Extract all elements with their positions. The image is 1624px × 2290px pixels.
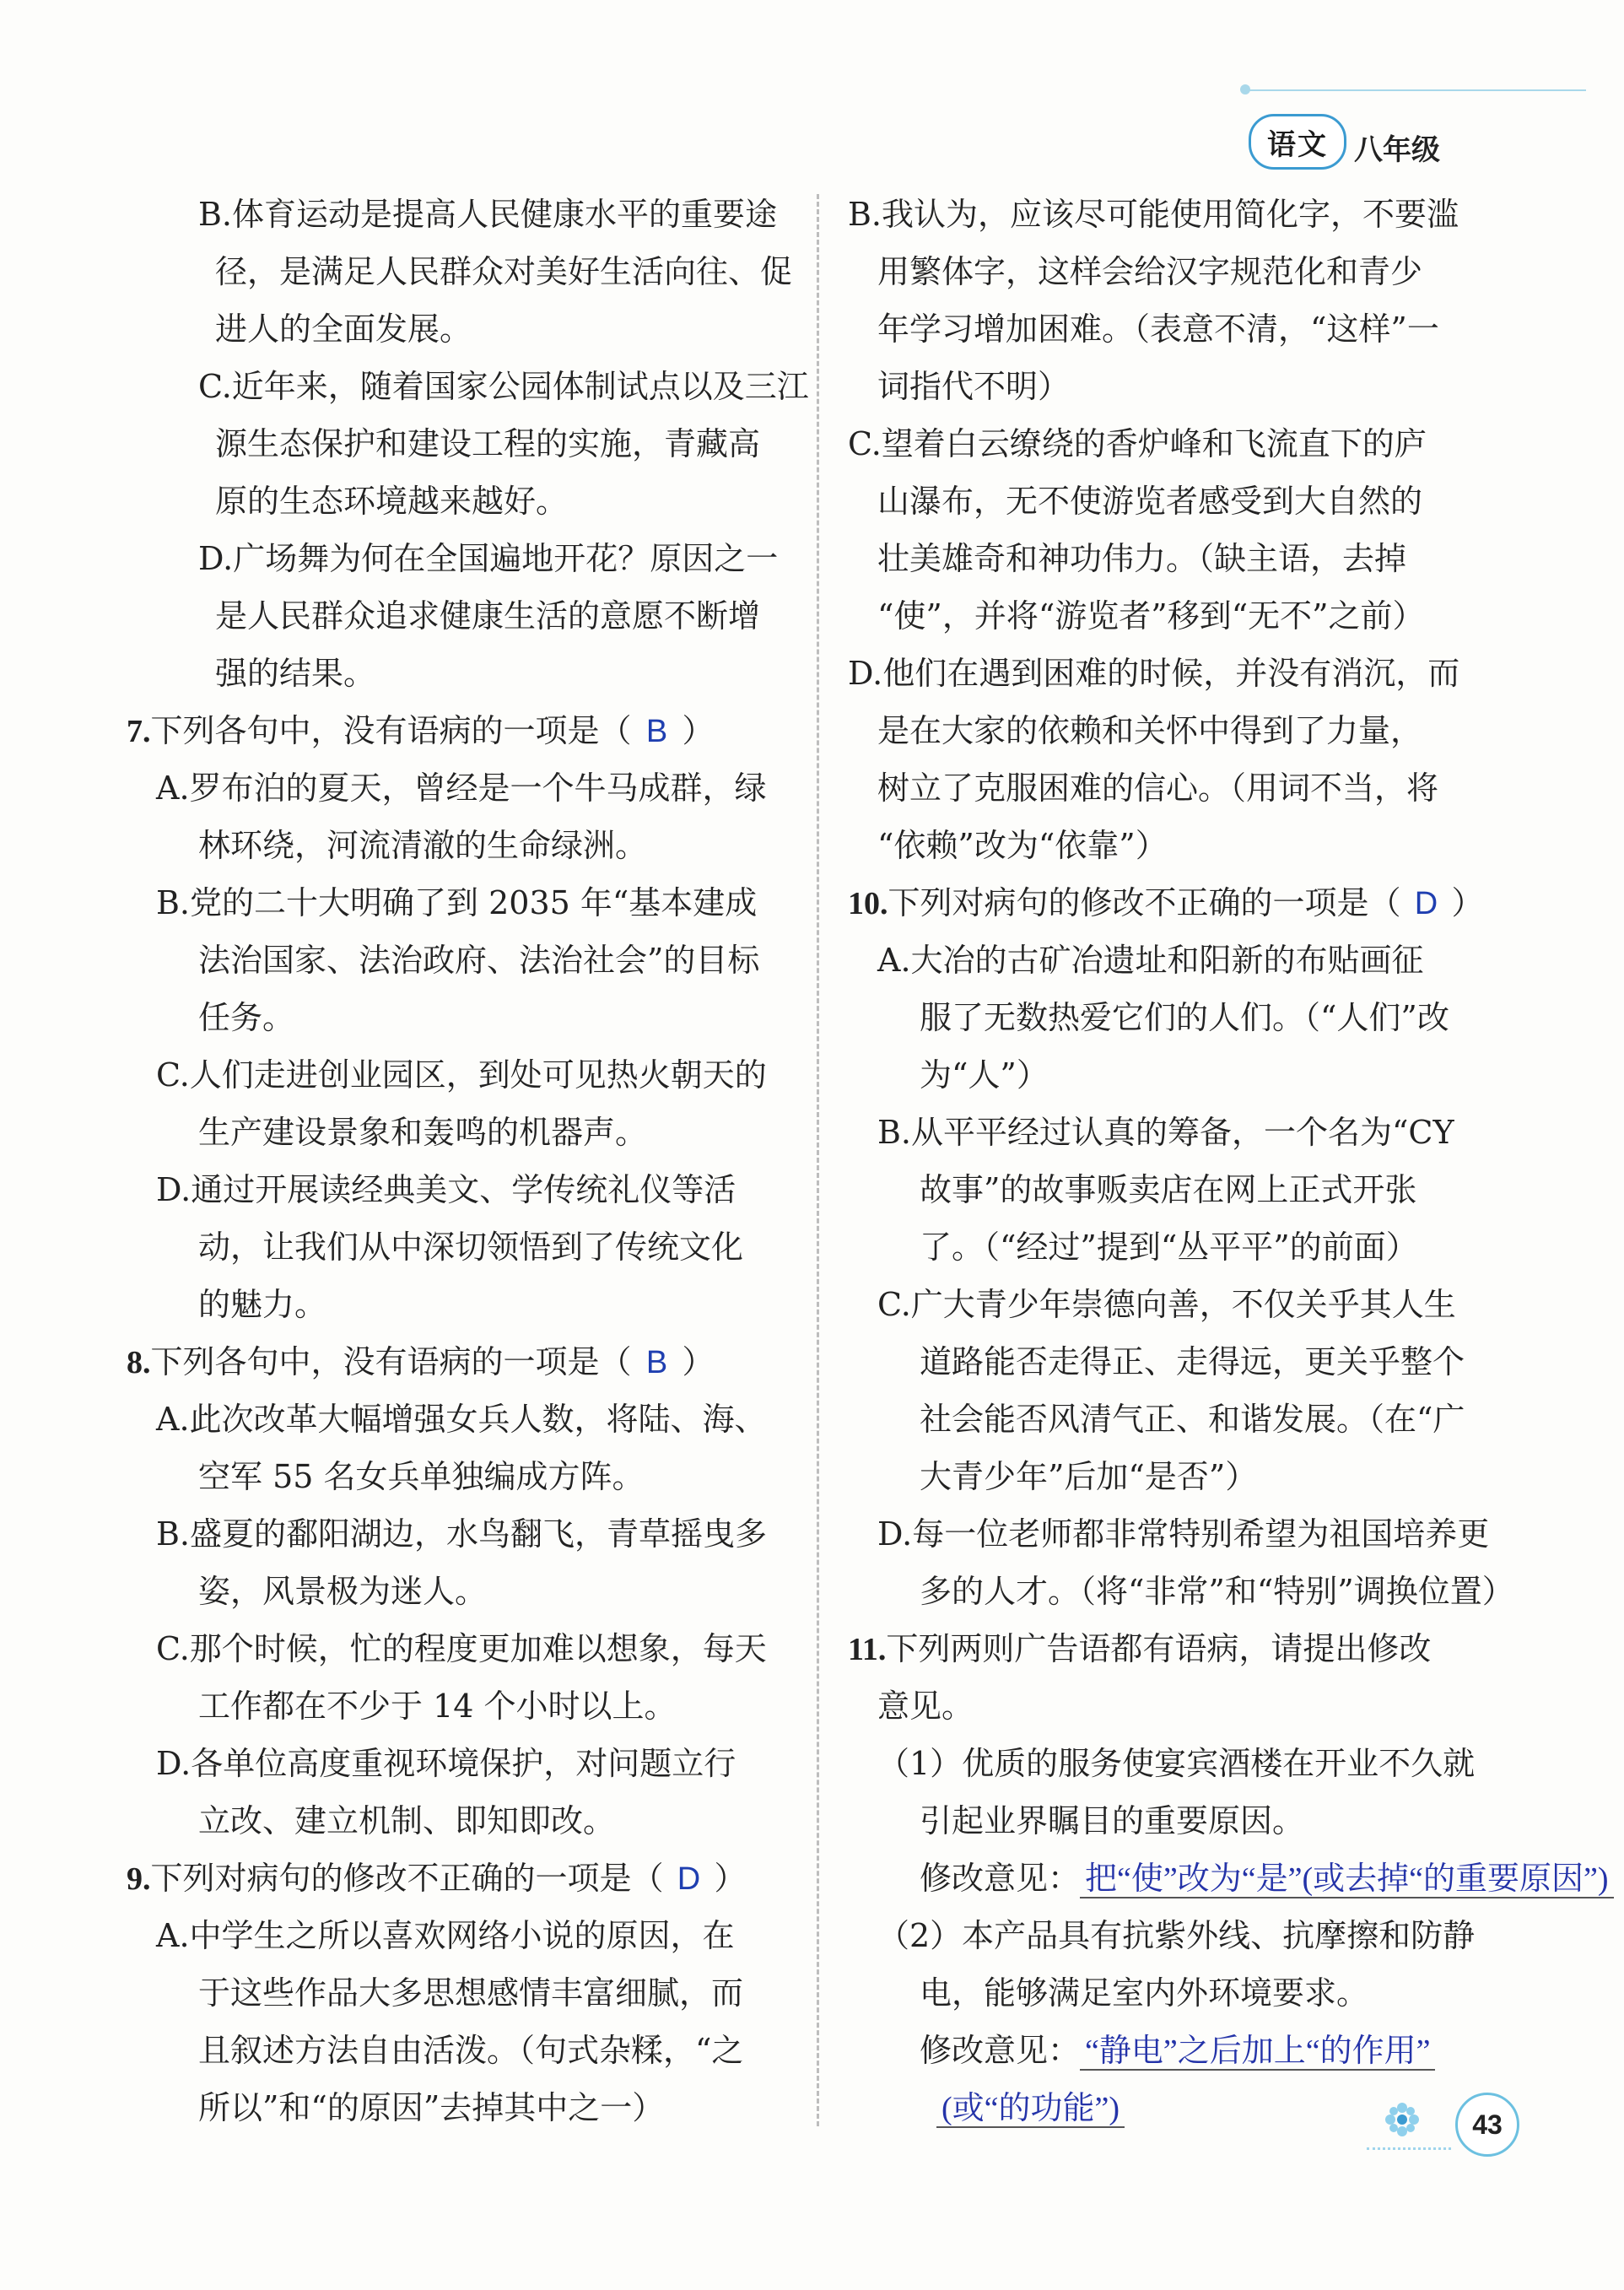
line-text: 用繁体字，这样会给汉字规范化和青少 [877, 253, 1423, 290]
line-text: 故事”的故事贩卖店在网上正式开张 [920, 1171, 1417, 1208]
line-text: B.党的二十大明确了到 2035 年“基本建成 [156, 884, 758, 921]
line-text: 大青少年”后加“是否”） [920, 1458, 1258, 1495]
right-line [848, 1505, 1523, 1563]
right-line [848, 2022, 1523, 2079]
line-text: 工作都在不少于 14 个小时以上。 [198, 1688, 677, 1725]
left-line [127, 1276, 793, 1333]
right-line [848, 530, 1523, 587]
right-line [848, 759, 1523, 817]
left-line [127, 2079, 793, 2136]
line-text: 是在大家的依赖和关怀中得到了力量， [877, 712, 1423, 749]
line-text: C.望着白云缭绕的香炉峰和飞流直下的庐 [848, 425, 1427, 462]
line-text: 动，让我们从中深切领悟到了传统文化 [198, 1229, 744, 1266]
right-line [848, 817, 1523, 874]
line-text: B.体育运动是提高人民健康水平的重要途 [198, 196, 778, 233]
line-text: 词指代不明） [877, 368, 1071, 405]
line-text: 强的结果。 [215, 655, 376, 692]
answer-choice: B [645, 1345, 668, 1380]
left-line [127, 1218, 793, 1276]
line-text: A.罗布泊的夏天，曾经是一个牛马成群，绿 [156, 770, 767, 807]
right-column [848, 186, 1609, 2136]
left-line [127, 473, 793, 530]
line-text: A.此次改革大幅增强女兵人数，将陆、海、 [156, 1401, 767, 1438]
right-line [848, 415, 1523, 473]
left-line [127, 1907, 793, 1964]
line-text: 源生态保护和建设工程的实施，青藏高 [215, 425, 761, 462]
right-line [848, 702, 1523, 759]
right-line [848, 932, 1523, 989]
left-column [127, 186, 809, 2136]
line-text: D.各单位高度重视环境保护，对问题立行 [156, 1745, 736, 1782]
line-text: C.近年来，随着国家公园体制试点以及三江 [198, 368, 809, 405]
line-text: 于这些作品大多思想感情丰富细腻，而 [198, 1974, 744, 2012]
right-line [848, 1907, 1523, 1964]
footer-dotted-rule [1367, 2147, 1451, 2150]
handwritten-answer: (或“的功能”) [936, 2091, 1125, 2128]
line-text: D.每一位老师都非常特别希望为祖国培养更 [877, 1515, 1490, 1553]
closing-paren: ） [714, 1860, 747, 1897]
right-line [848, 1333, 1523, 1391]
line-text: D.广场舞为何在全国遍地开花？原因之一 [198, 540, 779, 577]
handwritten-answer: 把“使”改为“是”(或去掉“的重要原因”) [1080, 1861, 1614, 1898]
closing-paren: ） [682, 1343, 715, 1380]
line-text: 且叙述方法自由活泼。（句式杂糅，“之 [198, 2032, 744, 2069]
line-text: 下列各句中，没有语病的一项是（ [150, 1343, 632, 1380]
left-line [127, 186, 793, 243]
question-number: 11. [848, 1632, 887, 1667]
line-text: 道路能否走得正、走得远，更关乎整个 [920, 1343, 1465, 1380]
right-line [848, 358, 1523, 415]
right-line [848, 1850, 1609, 1907]
left-line [127, 932, 793, 989]
right-line [848, 1161, 1523, 1218]
line-text: 进人的全面发展。 [215, 311, 472, 348]
right-line [848, 587, 1523, 645]
right-line [848, 1964, 1523, 2022]
line-text: 年学习增加困难。（表意不清，“这样”一 [877, 311, 1439, 348]
line-text: B.我认为，应该尽可能使用简化字，不要滥 [848, 196, 1459, 233]
left-line [127, 530, 793, 587]
left-line [127, 2022, 793, 2079]
line-text: 修改意见： [920, 1860, 1081, 1897]
question-number: 8. [127, 1345, 151, 1380]
subject-label: 语文 [1267, 127, 1328, 162]
line-text: C.广大青少年崇德向善，不仅关乎其人生 [877, 1286, 1456, 1323]
left-line [127, 1505, 793, 1563]
line-text: 服了无数热爱它们的人们。（“人们”改 [920, 999, 1449, 1036]
closing-paren: ） [682, 712, 715, 749]
line-text: 空军 55 名女兵单独编成方阵。 [198, 1458, 645, 1495]
left-line [127, 1735, 793, 1792]
line-text: B.从平平经过认真的筹备，一个名为“CY [877, 1114, 1454, 1151]
line-text: （2）本产品具有抗紫外线、抗摩擦和防静 [877, 1917, 1476, 1954]
line-text: 任务。 [198, 999, 295, 1036]
left-line [127, 243, 793, 300]
left-line [127, 1792, 793, 1850]
page-number [1455, 2093, 1519, 2157]
subject-badge [1249, 114, 1346, 170]
left-line [127, 415, 793, 473]
line-text: C.那个时候，忙的程度更加难以想象，每天 [156, 1630, 767, 1667]
left-line [127, 358, 809, 415]
left-line [127, 759, 793, 817]
left-line [127, 1563, 793, 1620]
line-text: 下列两则广告语都有语病，请提出修改 [886, 1630, 1432, 1667]
left-line [127, 874, 793, 932]
line-text: 为“人”） [920, 1056, 1049, 1094]
line-text: D.通过开展读经典美文、学传统礼仪等活 [156, 1171, 736, 1208]
line-text: 姿，风景极为迷人。 [198, 1573, 488, 1610]
line-text: “依赖”改为“依靠”） [877, 827, 1168, 864]
line-text: 立改、建立机制、即知即改。 [198, 1802, 616, 1839]
line-text: 树立了克服困难的信心。（用词不当，将 [877, 770, 1439, 807]
right-line [848, 1563, 1523, 1620]
line-text: 的魅力。 [198, 1286, 327, 1323]
left-line [127, 300, 793, 358]
flower-icon [1384, 2101, 1421, 2138]
line-text: 径，是满足人民群众对美好生活向往、促 [215, 253, 793, 290]
line-text: B.盛夏的鄱阳湖边，水鸟翻飞，青草摇曳多 [156, 1515, 768, 1553]
right-line [848, 243, 1523, 300]
line-text: 山瀑布，无不使游览者感受到大自然的 [877, 483, 1423, 520]
right-line [848, 1792, 1523, 1850]
left-line [127, 1333, 793, 1391]
handwritten-answer: “静电”之后加上“的作用” [1080, 2033, 1435, 2071]
line-text: 电，能够满足室内外环境要求。 [920, 1974, 1369, 2012]
left-line [127, 1850, 793, 1907]
line-text: 引起业界瞩目的重要原因。 [920, 1802, 1305, 1839]
right-line [848, 300, 1523, 358]
right-line [848, 1218, 1523, 1276]
line-text: 法治国家、法治政府、法治社会”的目标 [198, 942, 760, 979]
line-text: 修改意见： [920, 2032, 1081, 2069]
right-line [848, 874, 1523, 932]
left-line [127, 1448, 793, 1505]
column-divider [817, 194, 819, 2126]
line-text: 下列对病句的修改不正确的一项是（ [888, 884, 1401, 921]
right-line [848, 645, 1523, 702]
question-number: 10. [848, 886, 888, 921]
line-text: 多的人才。（将“非常”和“特别”调换位置） [920, 1573, 1514, 1610]
right-line [848, 989, 1523, 1046]
line-text: 原的生态环境越来越好。 [215, 483, 569, 520]
right-line [848, 1448, 1523, 1505]
right-line [848, 1391, 1523, 1448]
question-number: 9. [127, 1861, 151, 1897]
line-text: 壮美雄奇和神功伟力。（缺主语，去掉 [877, 540, 1407, 577]
right-line [848, 186, 1523, 243]
right-line [848, 473, 1523, 530]
line-text: 所以”和“的原因”去掉其中之一） [198, 2089, 665, 2126]
right-line [848, 1104, 1523, 1161]
grade-label: 八年级 [1354, 133, 1440, 167]
line-text: 社会能否风清气正、和谐发展。（在“广 [920, 1401, 1465, 1438]
line-text: D.他们在遇到困难的时候，并没有消沉，而 [848, 655, 1460, 692]
line-text: C.人们走进创业园区，到处可见热火朝天的 [156, 1056, 767, 1094]
closing-paren: ） [1451, 884, 1484, 921]
line-text: 生产建设景象和轰鸣的机器声。 [198, 1114, 648, 1151]
left-line [127, 702, 793, 759]
left-line [127, 989, 793, 1046]
left-line [127, 1677, 793, 1735]
line-text: （1）优质的服务使宴宾酒楼在开业不久就 [877, 1745, 1476, 1782]
question-number: 7. [127, 714, 151, 749]
left-line [127, 1391, 793, 1448]
left-line [127, 1046, 793, 1104]
right-line [848, 1276, 1523, 1333]
line-text: A.中学生之所以喜欢网络小说的原因，在 [156, 1917, 735, 1954]
line-text: 下列对病句的修改不正确的一项是（ [150, 1860, 664, 1897]
header-rule [1249, 89, 1586, 91]
left-line [127, 1964, 793, 2022]
right-line [848, 1677, 1523, 1735]
left-line [127, 587, 793, 645]
right-line [848, 1620, 1523, 1677]
line-text: 意见。 [877, 1688, 974, 1725]
line-text: “使”，并将“游览者”移到“无不”之前） [877, 597, 1425, 635]
line-text: 了。（“经过”提到“丛平平”的前面） [920, 1229, 1418, 1266]
right-line [848, 1046, 1523, 1104]
line-text: 林环绕，河流清澈的生命绿洲。 [198, 827, 648, 864]
right-line [848, 1735, 1523, 1792]
left-line [127, 817, 793, 874]
answer-choice: D [677, 1861, 701, 1897]
answer-choice: D [1414, 886, 1438, 921]
left-line [127, 645, 793, 702]
left-line [127, 1620, 793, 1677]
left-line [127, 1161, 793, 1218]
page-number-text: 43 [1472, 2109, 1503, 2140]
right-line [848, 2079, 1523, 2136]
line-text: 是人民群众追求健康生活的意愿不断增 [215, 597, 761, 635]
answer-choice: B [645, 714, 668, 749]
line-text: 下列各句中，没有语病的一项是（ [150, 712, 632, 749]
left-line [127, 1104, 793, 1161]
line-text: A.大冶的古矿冶遗址和阳新的布贴画征 [877, 942, 1424, 979]
